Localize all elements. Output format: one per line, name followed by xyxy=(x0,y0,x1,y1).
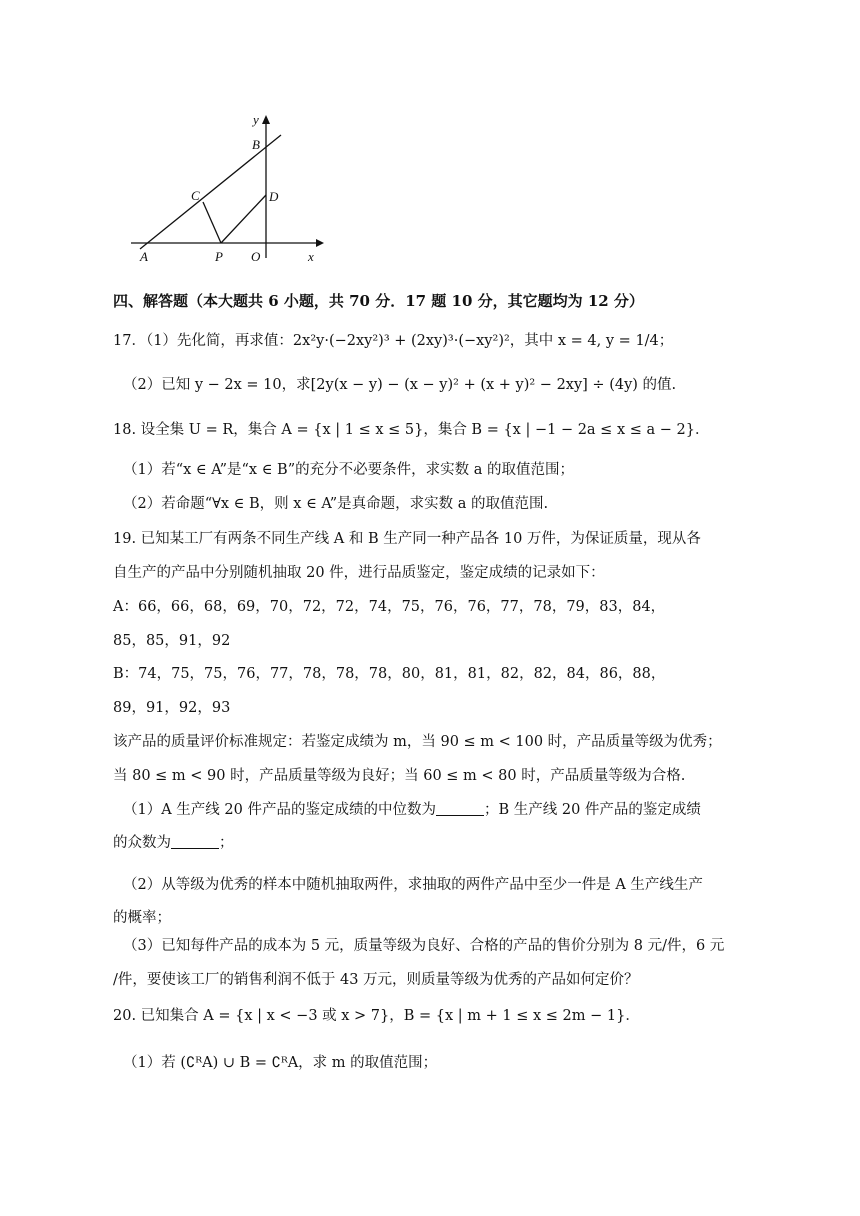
segment-pc xyxy=(203,202,221,243)
q19-b-scores-line2: 89，91，92，93 xyxy=(113,700,231,716)
label-o: O xyxy=(251,249,261,264)
q20-part1: （1）若 (∁ᴿA) ∪ B = ∁ᴿA，求 m 的取值范围； xyxy=(123,1055,438,1071)
q19-part3-line2: /件，要使该工厂的销售利润不低于 43 万元，则质量等级为优秀的产品如何定价？ xyxy=(113,972,639,988)
q19-part1-text-b: ；B 生产线 20 件产品的鉴定成绩 xyxy=(483,802,701,818)
q19-standard-line1: 该产品的质量评价标准规定：若鉴定成绩为 m，当 90 ≤ m < 100 时，产品质量等级为优秀； xyxy=(113,734,722,750)
x-axis-arrow-icon xyxy=(316,239,324,247)
q17-part1: （1）先化简，再求值：2x²y·(−2xy²)³ + (2xy)³·(−xy²)²，其中 x = 4, y = 1/4； xyxy=(145,333,674,349)
q17-part2: （2）已知 y − 2x = 10，求[2y(x − y) − (x − y)² + (x + y)² − 2xy] ÷ (4y) 的值. xyxy=(123,377,677,393)
q19-a-scores-line2: 85，85，91，92 xyxy=(113,633,231,649)
label-p: P xyxy=(215,249,223,264)
label-x: x xyxy=(308,249,314,264)
q18-part2: （2）若命题“∀x ∈ B，则 x ∈ A”是真命题，求实数 a 的取值范围. xyxy=(123,496,549,512)
q17-number: 17． xyxy=(113,333,146,349)
y-axis-arrow-icon xyxy=(262,115,270,124)
q19-part1-text-a: （1）A 生产线 20 件产品的鉴定成绩的中位数为 xyxy=(123,802,436,818)
q19-part2-line2: 的概率； xyxy=(113,910,171,926)
q19-part3-line1: （3）已知每件产品的成本为 5 元，质量等级为良好、合格的产品的售价分别为 8 元/件，6 元 xyxy=(123,938,725,954)
q19-part1-text-c: 的众数为 xyxy=(113,835,171,851)
q19-a-scores-line1: A：66，66，68，69，70，72，72，74，75，76，76，77，78，79，83，84， xyxy=(113,599,666,615)
q19-part1-line1 xyxy=(123,800,701,820)
q19-standard-line2: 当 80 ≤ m < 90 时，产品质量等级为良好；当 60 ≤ m < 80 时，产品质量等级为合格. xyxy=(113,768,686,784)
q18-part1: （1）若“x ∈ A”是“x ∈ B”的充分不必要条件，求实数 a 的取值范围； xyxy=(123,462,574,478)
answer-blank xyxy=(171,834,219,849)
q19-stem-line1: 19. 已知某工厂有两条不同生产线 A 和 B 生产同一种产品各 10 万件，为保证质量，现从各 xyxy=(113,531,701,547)
q17-line1 xyxy=(113,331,673,351)
line-ab xyxy=(140,135,281,249)
section-heading: 四、解答题（本大题共 6 小题，共 70 分．17 题 10 分，其它题均为 12 分） xyxy=(113,292,644,310)
q18-stem: 18. 设全集 U = R，集合 A = {x | 1 ≤ x ≤ 5}，集合 B = {x | −1 − 2a ≤ x ≤ a − 2}． xyxy=(113,422,710,438)
segment-pd xyxy=(221,195,266,243)
q20-stem: 20. 已知集合 A = {x | x < −3 或 x > 7}，B = {x | m + 1 ≤ x ≤ 2m − 1}． xyxy=(113,1008,640,1024)
q19-part1-line2 xyxy=(113,833,234,853)
answer-blank xyxy=(436,801,484,816)
label-a: A xyxy=(140,249,148,264)
label-c: C xyxy=(191,188,200,203)
q19-b-scores-line1: B：74，75，75，76，77，78，78，78，80，81，81，82，82，84，86，88， xyxy=(113,666,666,682)
label-d: D xyxy=(269,189,279,204)
label-y: y xyxy=(253,112,259,127)
label-b: B xyxy=(252,137,260,152)
q19-part2-line1: （2）从等级为优秀的样本中随机抽取两件，求抽取的两件产品中至少一件是 A 生产线生产 xyxy=(123,877,703,893)
q19-stem-line2: 自生产的产品中分别随机抽取 20 件，进行品质鉴定，鉴定成绩的记录如下： xyxy=(113,565,605,581)
geometry-figure xyxy=(128,108,328,268)
q19-part1-text-d: ； xyxy=(219,835,234,851)
